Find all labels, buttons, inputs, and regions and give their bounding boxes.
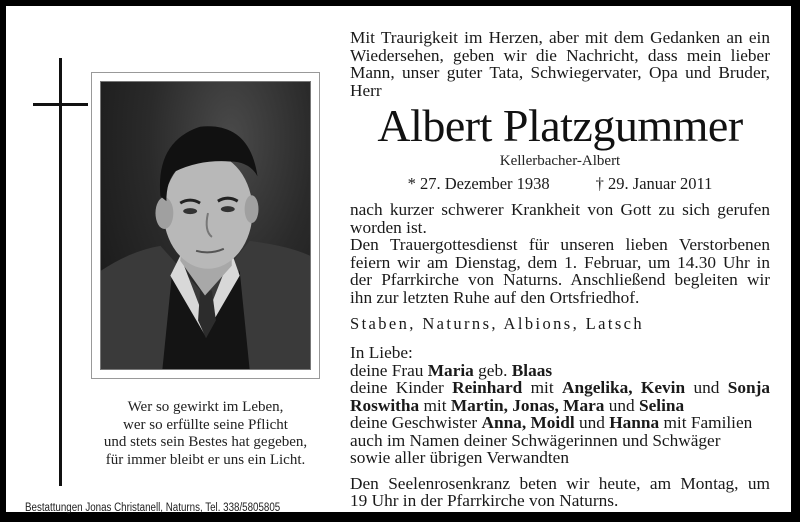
poem-line: und stets sein Bestes hat gegeben, <box>103 434 308 450</box>
love-label: In Liebe: <box>350 343 413 362</box>
life-dates <box>350 173 770 194</box>
maiden-name: Blaas <box>511 360 553 380</box>
cross-icon-horizontal <box>33 103 88 106</box>
deceased-nickname: Kellerbacher-Albert <box>499 153 621 169</box>
service-line: feiern wir am Dienstag, dem 1. Februar, um 14.30 Uhr in <box>350 252 770 272</box>
birth-date: * 27. Dezember 1938 <box>407 174 550 193</box>
children-line: Roswitha mit Martin, Jonas, Mara und Selina <box>350 395 685 415</box>
siblings-line: deine Geschwister Anna, Moidl und Hanna mit Familien <box>350 413 753 432</box>
portrait-frame <box>91 72 320 379</box>
deceased-name: Albert Platzgummer <box>377 100 743 151</box>
funeral-home-info: Bestattungen Jonas Christanell, Naturns, Tel. 338/5805805 <box>25 502 281 514</box>
wife-line: deine Frau Maria geb. Blaas <box>350 360 553 380</box>
intro-line: Mann, unser guter Tata, Schwiegervater, Opa und Bruder, <box>350 63 770 82</box>
service-line: Den Trauergottesdienst für unseren lieben Verstorbenen <box>350 235 770 254</box>
service-paragraph <box>350 236 770 306</box>
mourners-list <box>350 344 770 467</box>
memorial-poem <box>91 399 320 469</box>
called-line: nach kurzer schwerer Krankheit von Gott zu sich gerufen <box>350 200 770 219</box>
places-list: Staben, Naturns, Albions, Latsch <box>350 314 645 333</box>
death-date: † 29. Januar 2011 <box>595 174 713 193</box>
intro-line: Mit Traurigkeit im Herzen, aber mit dem Gedanken an ein <box>350 28 770 47</box>
rosary-line: Den Seelenrosenkranz beten wir heute, am Montag, um <box>350 473 770 493</box>
portrait-photo <box>100 81 311 370</box>
obituary-notice <box>6 6 791 512</box>
rosary-line: 19 Uhr in der Pfarrkirche von Naturns. <box>350 491 619 510</box>
called-line: worden ist. <box>350 217 427 237</box>
poem-line: für immer bleibt er uns ein Licht. <box>105 451 306 468</box>
service-line: ihn zur letzten Ruhe auf den Ortsfriedhof. <box>350 287 640 307</box>
obituary-text <box>350 29 770 510</box>
intro-line: Wiedersehen, geben wir die Nachricht, dass mein lieber <box>350 45 770 65</box>
wife-name: Maria <box>427 360 474 380</box>
children-line: deine Kinder Reinhard mit Angelika, Kevin und Sonja <box>350 378 771 397</box>
called-paragraph <box>350 201 770 236</box>
relatives-line: sowie aller übrigen Verwandten <box>350 448 569 467</box>
rosary-paragraph <box>350 475 770 510</box>
poem-line: Wer so gewirkt im Leben, <box>127 399 284 415</box>
portrait-illustration <box>101 82 310 369</box>
cross-icon-vertical <box>59 58 62 486</box>
service-line: der Pfarrkirche von Naturns. Anschließend begleiten wir <box>350 270 770 289</box>
intro-line: Herr <box>350 80 382 100</box>
poem-line: wer so erfüllte seine Pflicht <box>123 416 288 433</box>
in-laws-line: auch im Namen deiner Schwägerinnen und Schwäger <box>350 430 721 450</box>
intro-paragraph <box>350 29 770 99</box>
